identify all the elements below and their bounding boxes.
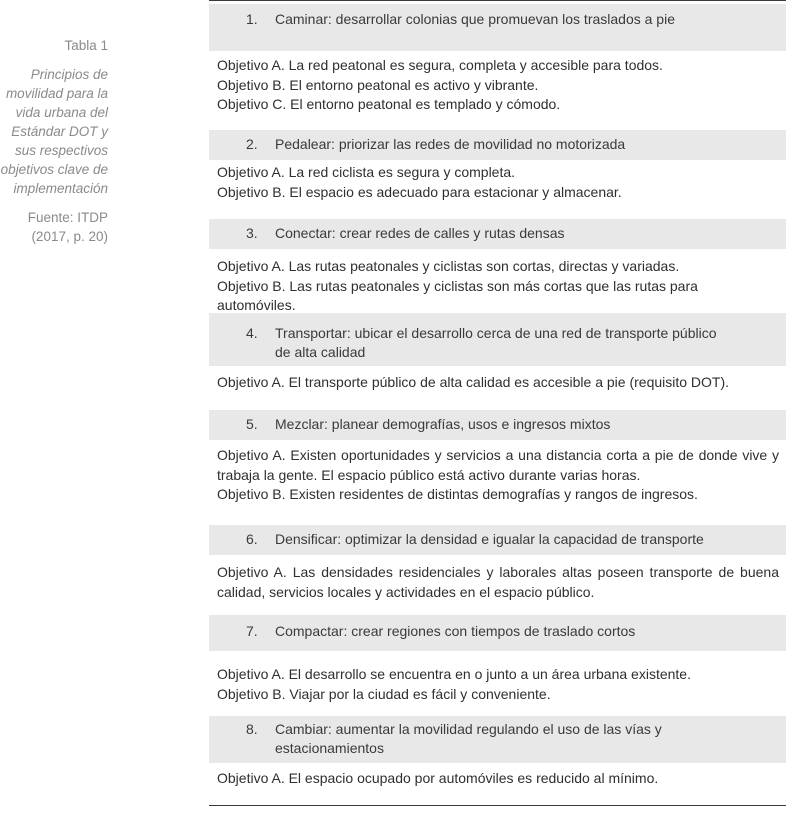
objective-text: Objetivo A. La red peatonal es segura, completa y accesible para todos. <box>217 57 663 73</box>
principle-header <box>209 716 786 763</box>
principle-objectives <box>217 446 779 505</box>
objective-text: Objetivo A. Las densidades residenciales y laborales altas poseen transporte de buena calidad, servicios locales y actividades en el espacio público. <box>217 564 779 600</box>
principle-title: Cambiar: aumentar la movilidad regulando el uso de las vías y estacionamientos <box>275 721 662 756</box>
principle-header <box>209 130 786 160</box>
principle-header <box>209 525 786 555</box>
table-caption <box>0 36 108 246</box>
principle-number: 2. <box>246 136 258 152</box>
principle-number: 8. <box>246 721 258 737</box>
table-bottom-rule <box>209 805 786 806</box>
principle-objectives <box>217 373 779 393</box>
principle-header <box>209 4 786 51</box>
objective-text: Objetivo B. El entorno peatonal es activo y vibrante. <box>217 76 539 93</box>
principle-title: Mezclar: planear demografías, usos e ingresos mixtos <box>275 416 611 432</box>
principle-header <box>209 615 786 651</box>
objective-text: Objetivo B. El espacio es adecuado para estacionar y almacenar. <box>217 183 622 200</box>
table-source: Fuente: ITDP (2017, p. 20) <box>27 210 108 244</box>
principle-title: Transportar: ubicar el desarrollo cerca de una red de transporte público de alta calidad <box>275 325 717 360</box>
objective-text: Objetivo B. Existen residentes de distintas demografías y rangos de ingresos. <box>217 486 698 502</box>
objective-text: Objetivo A. Existen oportunidades y servicios a una distancia corta a pie de donde vive y trabaja la gente. El espacio público está activo durante varias horas. <box>217 447 779 483</box>
principle-title: Conectar: crear redes de calles y rutas densas <box>275 225 565 241</box>
objective-text: Objetivo A. La red ciclista es segura y completa. <box>217 164 516 180</box>
principle-objectives <box>217 665 779 704</box>
principle-objectives <box>217 563 779 602</box>
principle-title: Pedalear: priorizar las redes de movilidad no motorizada <box>275 136 626 152</box>
objective-text: Objetivo A. Las rutas peatonales y ciclistas son cortas, directas y variadas. <box>217 258 680 274</box>
principle-header <box>209 313 786 366</box>
objective-text: Objetivo A. El espacio ocupado por automóviles es reducido al mínimo. <box>217 770 659 786</box>
principle-objectives <box>217 769 779 789</box>
principles-table <box>209 0 786 786</box>
principle-title: Caminar: desarrollar colonias que promuevan los traslados a pie <box>275 11 675 27</box>
principle-number: 5. <box>246 416 258 432</box>
principle-objectives <box>217 257 779 316</box>
principle-objectives <box>217 56 779 115</box>
objective-text: Objetivo A. El desarrollo se encuentra en o junto a un área urbana existente. <box>217 666 691 682</box>
principle-title: Densificar: optimizar la densidad e igualar la capacidad de transporte <box>275 531 704 547</box>
principle-title: Compactar: crear regiones con tiempos de traslado cortos <box>275 623 636 639</box>
principle-number: 3. <box>246 225 258 241</box>
objective-text: Objetivo B. Las rutas peatonales y ciclistas son más cortas que las rutas para automóviles. <box>217 277 698 313</box>
principle-header <box>209 410 786 440</box>
objective-text: Objetivo B. Viajar por la ciudad es fácil y conveniente. <box>217 685 551 702</box>
principle-objectives <box>217 163 779 202</box>
principle-number: 1. <box>246 11 258 27</box>
principle-number: 6. <box>246 531 258 547</box>
principle-number: 7. <box>246 623 258 639</box>
principle-number: 4. <box>246 325 258 341</box>
table-title: Principios de movilidad para la vida urbana del Estándar DOT y sus respectivos objetivos clave de implementación <box>0 67 108 196</box>
objective-text: Objetivo C. El entorno peatonal es templado y cómodo. <box>217 96 561 112</box>
table-label: Tabla 1 <box>64 38 108 53</box>
principle-header <box>209 219 786 249</box>
objective-text: Objetivo A. El transporte público de alta calidad es accesible a pie (requisito DOT). <box>217 374 730 390</box>
